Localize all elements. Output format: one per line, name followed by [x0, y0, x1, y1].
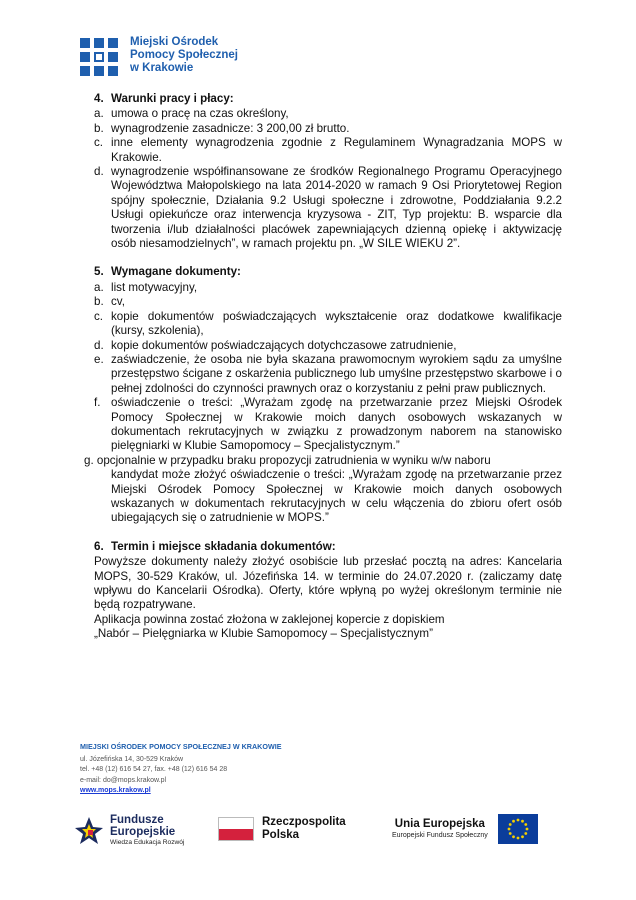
fe-subtitle: Wiedza Edukacja Rozwój	[110, 839, 185, 846]
deadline-paragraph: Powyższe dokumenty należy złożyć osobiście lub przesłać pocztą na adres: Kancelaria MOPS, 30-529 Kraków, ul. Józefińska 14. w terminie do 24.07.2020 r. (zaliczamy datę wpływu do Kancelarii Ośrodka). Oferty, które wpłyną po wyżej określonym terminie nie będą rozpatrywane.	[94, 555, 562, 612]
ue-subtitle: Europejski Fundusz Społeczny	[392, 832, 488, 839]
section-required-documents	[84, 265, 562, 525]
footer-phone: tel. +48 (12) 616 54 27, fax. +48 (12) 616 54 28	[80, 766, 228, 773]
mops-logo-mark	[80, 38, 118, 76]
funding-logos	[74, 814, 554, 860]
polish-flag-icon	[218, 817, 254, 841]
fundusze-europejskie-logo	[74, 814, 184, 847]
section-title: Termin i miejsce składania dokumentów:	[111, 539, 336, 553]
list-item: d. wynagrodzenie współfinansowane ze środków Regionalnego Programu Operacyjnego Województwa Małopolskiego na lata 2014-2020 w ramach 9 Osi Priorytetowej Region spójny społecznie, Działania 9.2 Usługi społeczne i zdrowotne, Poddziałania 9.2.2 Usługi opiekuńcze oraz interwencja kryzysowa - ZIT, Typ projektu: B. wsparcie dla tworzenia i/lub działalności placówek zapewniających dzienną opiekę i aktywizację osób niesamodzielnych”, w ramach projektu pn. „W SILE WIEKU 2”.	[94, 165, 562, 251]
rp-line-1: Rzeczpospolita	[262, 816, 346, 828]
unia-europejska-logo	[392, 814, 538, 844]
mops-logo	[80, 36, 238, 84]
list-item: c. kopie dokumentów poświadczających wykształcenie oraz dodatkowe kwalifikacje (kursy, szkolenia),	[94, 309, 562, 338]
eu-flag-icon	[498, 814, 538, 844]
footer-address: ul. Józefińska 14, 30-529 Kraków	[80, 755, 184, 763]
section-title: Wymagane dokumenty:	[111, 265, 241, 279]
section-working-conditions	[94, 92, 562, 251]
list-item: b. wynagrodzenie zasadnicze: 3 200,00 zł brutto.	[94, 121, 350, 135]
section-heading: 4. Warunki pracy i płacy:	[94, 92, 234, 105]
envelope-label: „Nabór – Pielęgniarka w Klubie Samopomocy – Specjalistycznym”	[94, 627, 433, 641]
list-item: a. umowa o pracę na czas określony,	[94, 107, 289, 121]
footer-website-link[interactable]: www.mops.krakow.pl	[80, 787, 151, 794]
list-item-g	[84, 453, 562, 526]
fe-line-2: Europejskie	[110, 826, 176, 838]
logo-line-3: w Krakowie	[130, 62, 194, 74]
list-item: b. cv,	[94, 295, 125, 309]
ue-title: Unia Europejska	[394, 818, 485, 830]
fe-star-icon	[74, 816, 104, 846]
section-deadline	[94, 540, 562, 642]
logo-line-2: Pomocy Społecznej	[130, 49, 239, 61]
section-title: Warunki pracy i płacy:	[111, 92, 234, 105]
logo-line-1: Miejski Ośrodek	[130, 36, 219, 48]
list-item-g-first: g. opcjonalnie w przypadku braku propozycji zatrudnienia w wyniku w/w naboru	[84, 453, 491, 467]
list-item-g-rest: kandydat może złożyć oświadczenie o treści: „Wyrażam zgodę na przetwarzanie przez Miejski Ośrodek Pomocy Społecznej w Krakowie moich danych osobowych wskazanych w dokumentach rekrutacyjnych w celu włączenia do zbioru ofert osób ubiegających się o zatrudnienie w MOPS.”	[111, 468, 562, 525]
mops-logo-text	[130, 36, 238, 75]
list-item: c. inne elementy wynagrodzenia zgodnie z Regulaminem Wynagradzania MOPS w Krakowie.	[94, 136, 562, 164]
footer-email: e-mail: do@mops.krakow.pl	[80, 776, 167, 784]
section-heading: 5. Wymagane dokumenty:	[94, 265, 241, 279]
fe-line-1: Fundusze	[110, 814, 164, 826]
section-heading: 6. Termin i miejsce składania dokumentów:	[94, 539, 336, 553]
list-item: f. oświadczenie o treści: „Wyrażam zgodę na przetwarzanie przez Miejski Ośrodek Pomocy Społecznej w Krakowie moich danych osobowych wskazanych w dokumentach rekrutacyjnych w związku z prowadzonym naborem na stanowisko pielęgniarki w Klubie Samopomocy – Specjalistycznym.”	[94, 396, 562, 453]
envelope-paragraph: Aplikacja powinna zostać złożona w zaklejonej kopercie z dopiskiem	[94, 612, 445, 626]
list-item: d. kopie dokumentów poświadczających dotychczasowe zatrudnienie,	[94, 338, 457, 352]
list-item: a. list motywacyjny,	[94, 280, 198, 294]
list-item: e. zaświadczenie, że osoba nie była skazana prawomocnym wyrokiem sądu za umyślne przestępstwo ścigane z oskarżenia publicznego lub umyślne przestępstwo skarbowe i o pełnej zdolności do czynności prawnych oraz o korzystaniu z pełni praw publicznych.	[94, 352, 562, 395]
footer-contact	[80, 742, 282, 797]
footer-org: MIEJSKI OŚRODEK POMOCY SPOŁECZNEJ W KRAKOWIE	[80, 742, 282, 751]
rp-line-2: Polska	[262, 829, 300, 841]
document-body	[84, 92, 562, 656]
rzeczpospolita-polska-logo	[218, 816, 346, 842]
